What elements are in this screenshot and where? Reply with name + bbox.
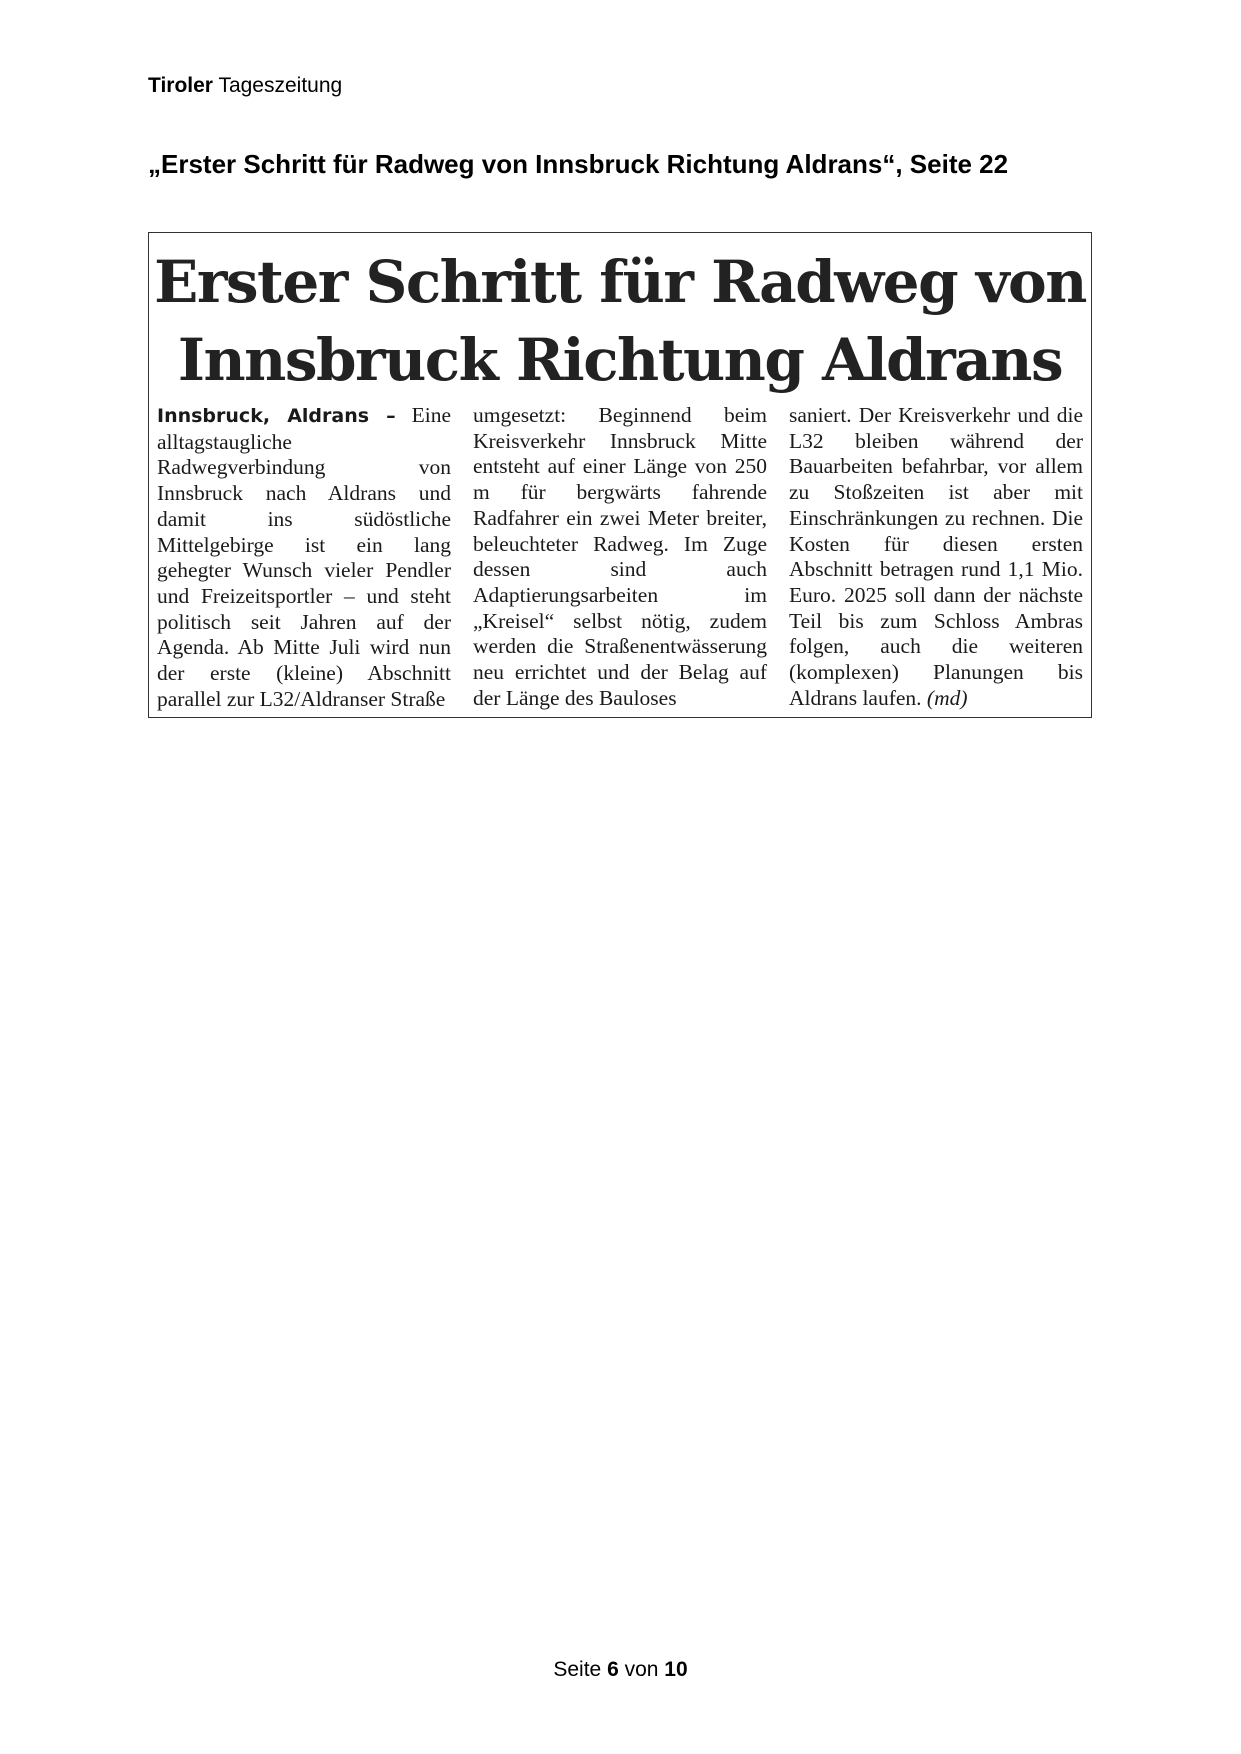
column-1-text: Eine alltagstaugliche Radwegverbindung von Innsbruck nach Aldrans und damit ins südöstliche Mittelgebirge ist ein lang gehegter Wunsch vieler Pendler und Freizeitsportler – und steht politisch seit Jahren auf der Agenda. Ab Mitte Juli wird nun der erste (kleine) Abschnitt parallel zur L32/Aldranser Straße	[157, 403, 451, 711]
headline-line-2: Innsbruck Richtung Aldrans	[177, 326, 1063, 394]
page-total: 10	[664, 1658, 688, 1681]
page-prefix: Seite	[553, 1658, 602, 1681]
article-column-3	[789, 403, 1083, 712]
column-2-text: umgesetzt: Beginnend beim Kreisverkehr Innsbruck Mitte entsteht auf einer Länge von 250 m für bergwärts fahrende Radfahrer ein zwei Meter breiter, beleuchteter Radweg. Im Zuge dessen sind auch Adaptierungsarbeiten im „Kreisel“ selbst nötig, zudem werden die Straßenentwässerung neu errichtet und der Belag auf der Länge des Bauloses	[473, 403, 767, 710]
clipping-headline	[149, 243, 1091, 399]
page-current: 6	[607, 1658, 619, 1681]
page-separator: von	[624, 1658, 659, 1681]
publication-name-rest: Tageszeitung	[218, 74, 343, 97]
dateline: Innsbruck, Aldrans –	[157, 405, 396, 427]
page-number	[0, 1656, 1241, 1684]
column-3-text: saniert. Der Kreisverkehr und die L32 bleiben während der Bauarbeiten befahrbar, vor allem zu Stoßzeiten ist aber mit Einschränkungen zu rechnen. Die Kosten für diesen ersten Abschnitt betragen rund 1,1 Mio. Euro. 2025 soll dann der nächste Teil bis zum Schloss Ambras folgen, auch die weiteren (komplexen) Planungen bis Aldrans laufen.	[789, 403, 1083, 710]
article-reference: „Erster Schritt für Radweg von Innsbruck Richtung Aldrans“, Seite 22	[148, 149, 1009, 179]
article-column-1	[157, 403, 451, 712]
headline-line-1: Erster Schritt für Radweg von	[154, 248, 1086, 316]
publication-name	[148, 72, 342, 100]
article-columns	[157, 403, 1083, 712]
publication-name-bold: Tiroler	[148, 74, 213, 97]
newspaper-clipping	[148, 232, 1092, 718]
article-column-2	[473, 403, 767, 712]
author-initials: (md)	[926, 685, 968, 710]
